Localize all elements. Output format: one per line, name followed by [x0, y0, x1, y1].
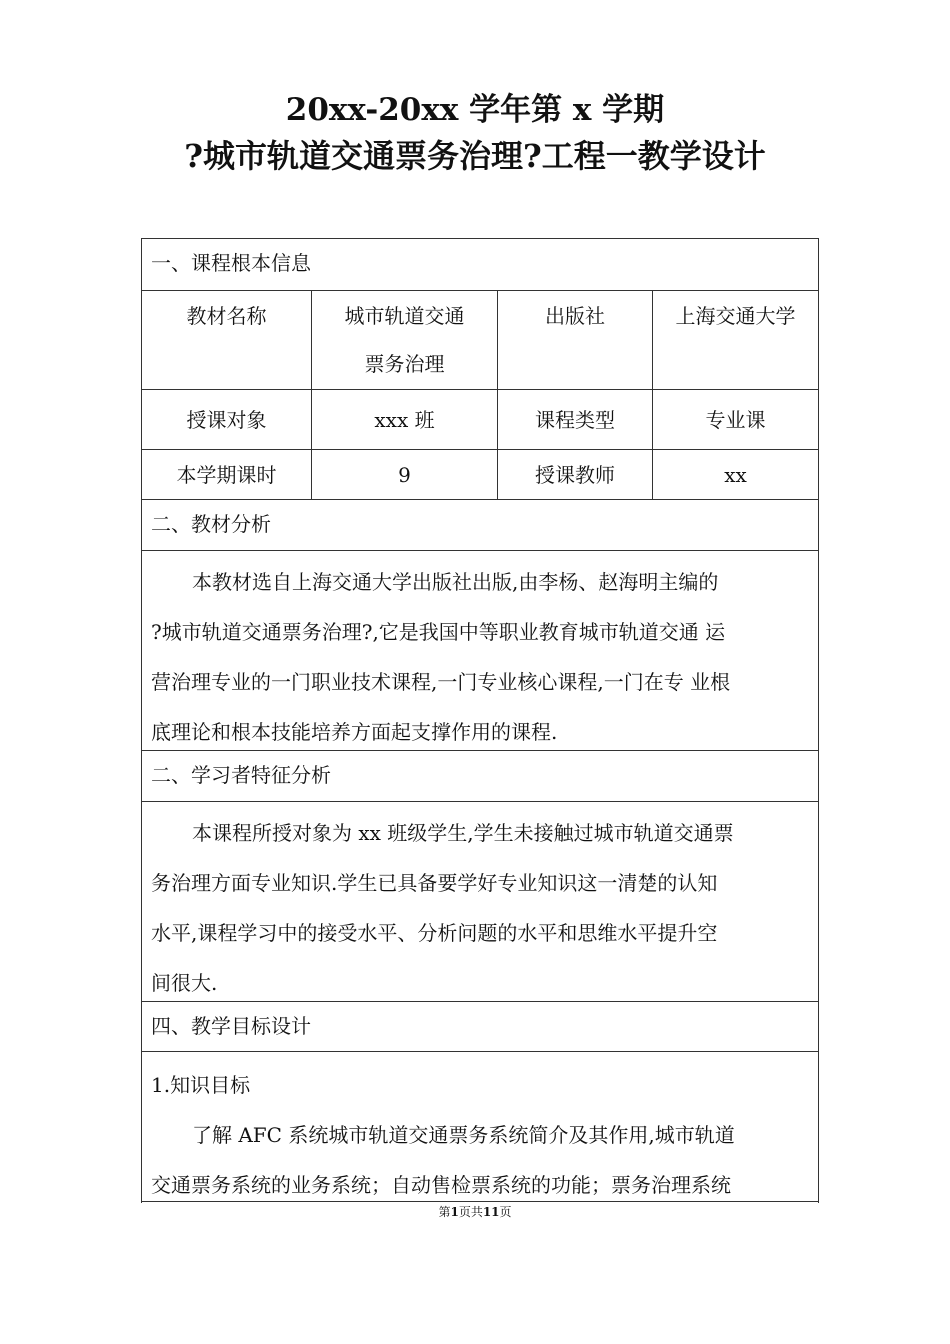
section-heading: 二、学习者特征分析	[151, 763, 331, 787]
value-term-hours: 9	[311, 450, 497, 499]
page-footer	[0, 1203, 950, 1220]
paragraph-line: 底理论和根本技能培养方面起支撑作用的课程.	[151, 720, 558, 744]
label-course-type: 课程类型	[497, 390, 652, 449]
section-heading: 四、教学目标设计	[151, 1014, 311, 1038]
label-term-hours: 本学期课时	[176, 463, 277, 487]
paragraph	[142, 802, 818, 1008]
value-teacher: xx	[652, 450, 818, 499]
info-row-audience	[142, 390, 818, 450]
value-textbook-name-line1: 城市轨道交通	[344, 304, 465, 328]
paragraph-line: 务治理方面专业知识.学生已具备要学好专业知识这一清楚的认知	[151, 871, 718, 895]
section-basic-info	[142, 239, 818, 291]
label-textbook-name: 教材名称	[186, 304, 267, 328]
textbook-analysis-body	[142, 551, 818, 751]
footer-prefix: 第	[438, 1205, 451, 1219]
paragraph-line: 间很大.	[151, 971, 218, 995]
footer-middle: 页共	[458, 1205, 483, 1219]
goals-body	[142, 1052, 818, 1203]
section-goals	[142, 1002, 818, 1052]
label-teacher: 授课教师	[497, 450, 652, 499]
label-publisher: 出版社	[497, 291, 652, 389]
footer-suffix: 页	[499, 1205, 512, 1219]
paragraph-line: 本课程所授对象为 xx 班级学生,学生未接触过城市轨道交通票	[192, 821, 734, 845]
section-heading: 一、课程根本信息	[151, 251, 311, 275]
paragraph-line: 本教材选自上海交通大学出版社出版,由李杨、赵海明主编的	[192, 570, 719, 594]
info-row-textbook	[142, 291, 818, 390]
info-row-hours	[142, 450, 818, 500]
footer-total-pages: 11	[482, 1205, 500, 1219]
learner-analysis-body	[142, 802, 818, 1002]
value-textbook-name	[311, 291, 497, 389]
footer-page-number: 1	[450, 1205, 459, 1219]
document-title: 20xx-20xx 学年第 x 学期	[285, 92, 665, 128]
value-course-type: 专业课	[652, 390, 818, 449]
paragraph-line: 水平,课程学习中的接受水平、分析问题的水平和思维水平提升空	[151, 921, 718, 945]
document-subtitle: ?城市轨道交通票务治理?工程一教学设计	[184, 137, 766, 175]
paragraph-line: ?城市轨道交通票务治理?,它是我国中等职业教育城市轨道交通 运	[151, 620, 726, 644]
section-textbook-analysis	[142, 500, 818, 551]
table-bottom-border	[141, 1201, 819, 1202]
section-learner-analysis	[142, 751, 818, 802]
section-heading: 二、教材分析	[151, 512, 271, 536]
paragraph-line: 营治理专业的一门职业技术课程,一门专业核心课程,一门在专 业根	[151, 670, 731, 694]
value-audience: xxx 班	[311, 390, 497, 449]
knowledge-goal-heading: 1.知识目标	[151, 1073, 251, 1097]
value-textbook-name-line2: 票务治理	[364, 352, 445, 376]
label-audience: 授课对象	[186, 408, 267, 432]
course-design-table	[141, 238, 819, 1203]
paragraph	[142, 551, 818, 757]
value-publisher: 上海交通大学	[652, 291, 818, 389]
paragraph-line: 交通票务系统的业务系统；自动售检票系统的功能；票务治理系统	[151, 1173, 731, 1197]
paragraph	[142, 1052, 818, 1203]
paragraph-line: 了解 AFC 系统城市轨道交通票务系统简介及其作用,城市轨道	[192, 1123, 735, 1147]
